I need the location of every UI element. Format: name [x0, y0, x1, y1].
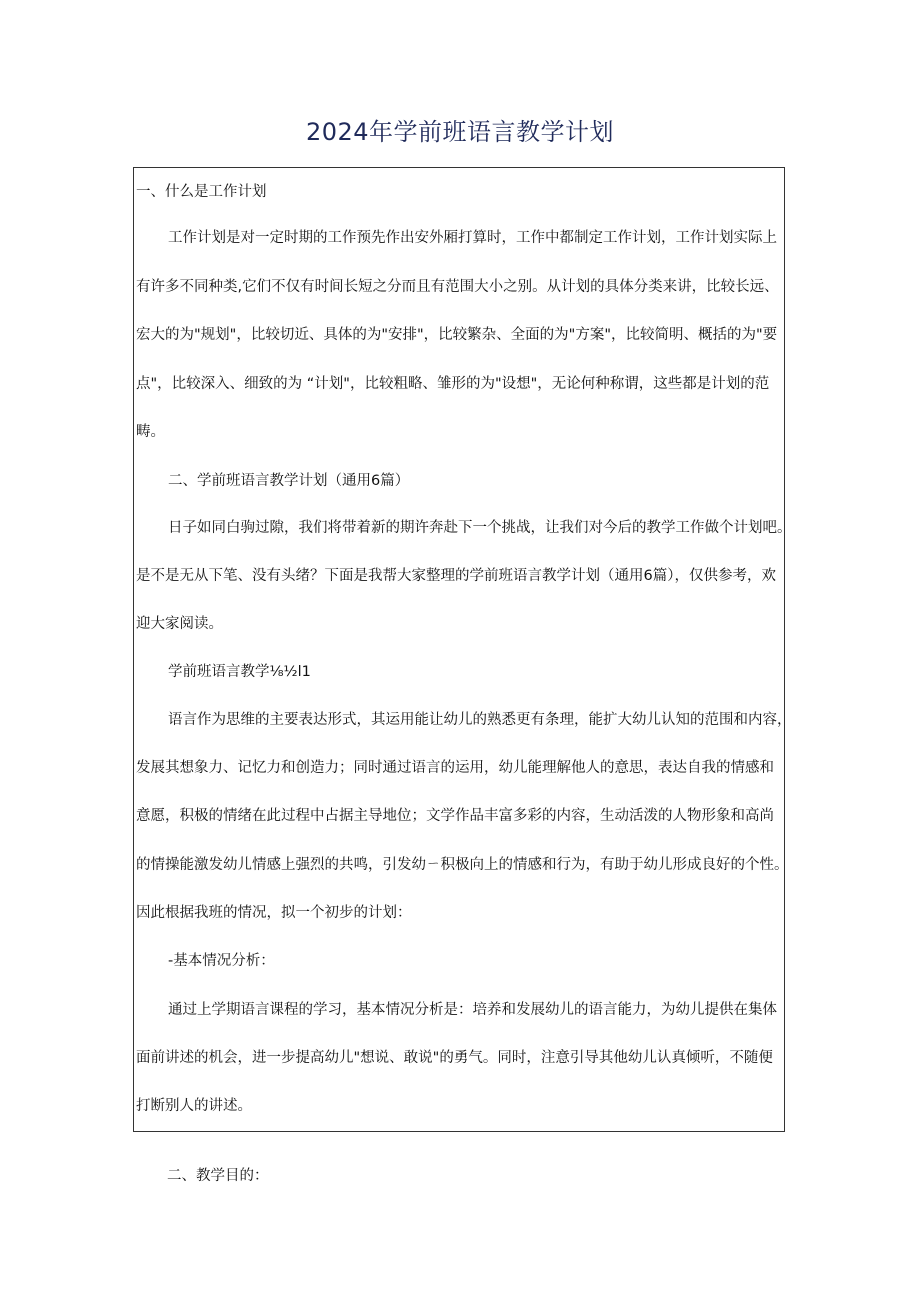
paragraph-line: 打断别人的讲述。: [136, 1098, 252, 1114]
paragraph-line: 通过上学期语言课程的学习，基本情况分析是：培养和发展幼儿的语言能力，为幼儿提供在集体: [168, 1002, 777, 1018]
paragraph-line: 因此根据我班的情况，拟一个初步的计划：: [136, 905, 412, 921]
section-heading-teaching-goals: 二、教学目的：: [167, 1168, 269, 1184]
paragraph-line: 发展其想象力、记忆力和创造力；同时通过语言的运用，幼儿能理解他人的意思，表达自我的情感和: [136, 760, 774, 776]
paragraph-line: 工作计划是对一定时期的工作预先作出安外厢打算时，工作中都制定工作计划，工作计划实际上: [168, 230, 777, 246]
page-title: 2024年学前班语言教学计划: [305, 118, 615, 146]
paragraph-line: 畴。: [136, 424, 165, 440]
section-heading: 二、学前班语言教学计划（通用6篇）: [168, 473, 410, 489]
paragraph-line: 有许多不同种类,它们不仅有时间长短之分而且有范围大小之别。从计划的具体分类来讲，比较长远、: [136, 279, 779, 295]
paragraph-line: 的情操能激发幼儿情感上强烈的共鸣，引发幼ㄧ积极向上的情感和行为，有助于幼儿形成良好的个性。: [136, 857, 789, 873]
section-heading: 学前班语言教学⅛½l1: [168, 664, 311, 680]
paragraph-line: 迎大家阅读。: [136, 616, 223, 632]
paragraph-line: 面前讲述的机会，进一步提高幼儿"想说、敢说"的勇气。同时，注意引导其他幼儿认真倾听，不随便: [136, 1050, 773, 1066]
paragraph-line: 宏大的为"规划"，比较切近、具体的为"安排"，比较繁杂、全面的为"方案"，比较简明、概括的为"要: [136, 327, 778, 343]
paragraph-line: 意愿，积极的情绪在此过程中占据主导地位；文学作品丰富多彩的内容，生动活泼的人物形象和高尚: [136, 808, 774, 824]
content-box: [133, 167, 792, 1132]
paragraph-line: 点"，比较深入、细致的为 “计划"，比较粗略、雏形的为"设想"，无论何种称谓，这些都是计划的范: [136, 376, 770, 392]
paragraph-line: 语言作为思维的主要表达形式，其运用能让幼儿的熟悉更有条理，能扩大幼儿认知的范围和内容，: [168, 712, 792, 728]
paragraph-line: 日子如同白驹过隙，我们将带着新的期许奔赴下一个挑战，让我们对今后的教学工作做个计划吧。: [168, 520, 792, 536]
section-heading: -基本情况分析：: [168, 953, 275, 969]
section-heading: 一、什么是工作计划: [136, 184, 267, 200]
paragraph-line: 是不是无从下笔、没有头绪？下面是我帮大家整理的学前班语言教学计划（通用6篇），仅供参考，欢: [136, 568, 776, 584]
